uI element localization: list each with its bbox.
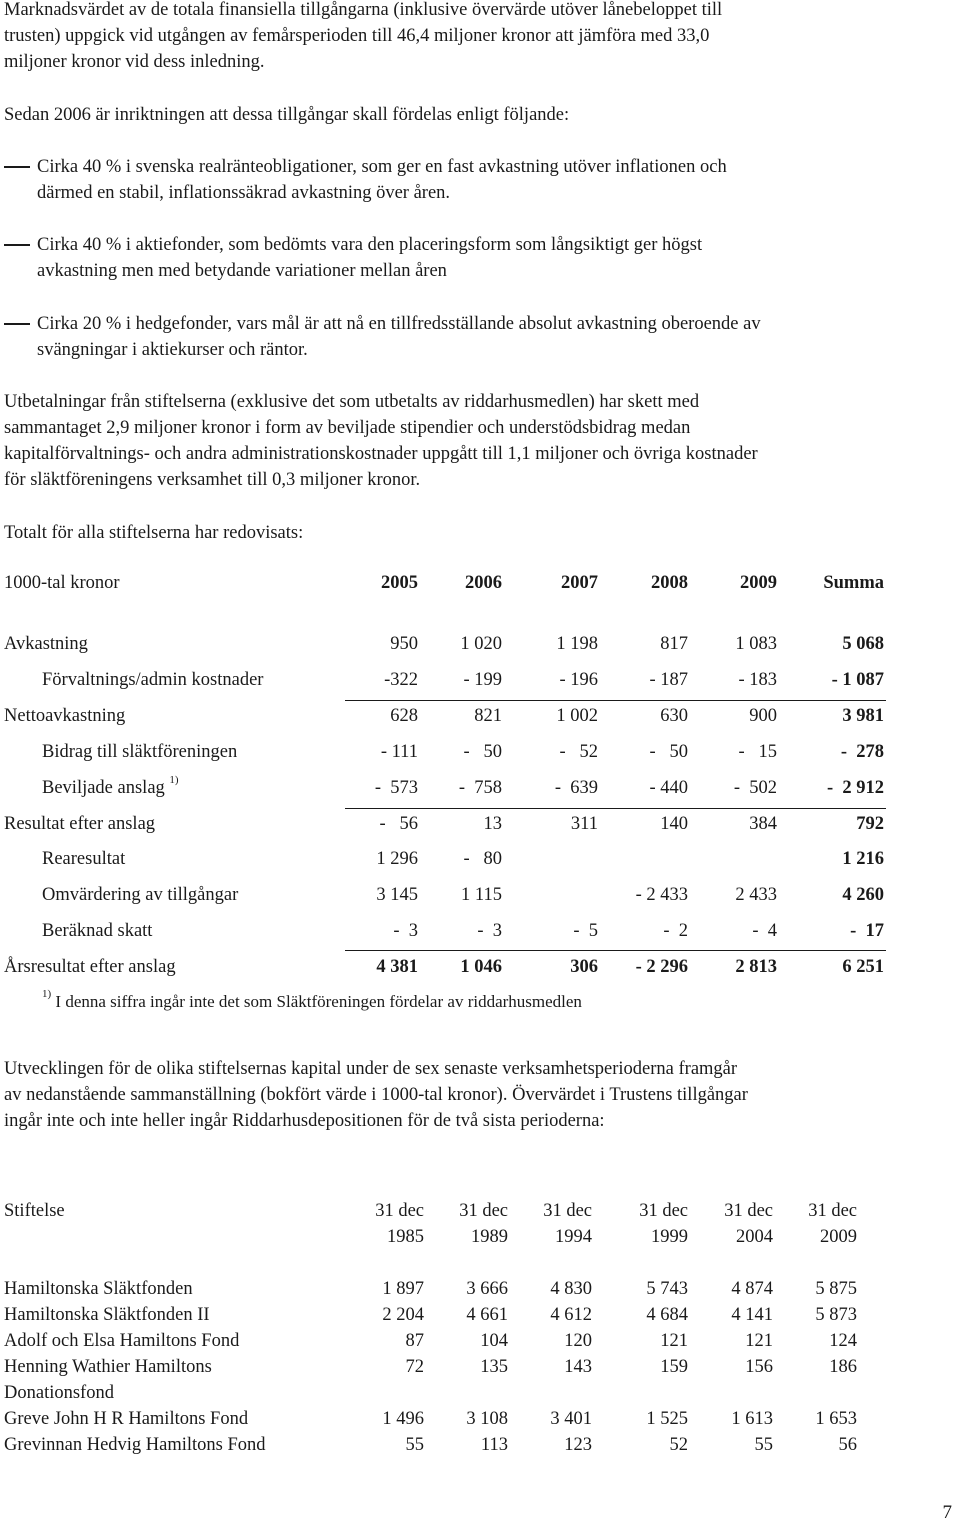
cell: 55 [754,1435,773,1455]
row-label: Hamiltonska Släktfonden II [4,1305,210,1325]
bullet-line: avkastning men med betydande variationer mellan åren [37,261,447,281]
cell: 13 [483,814,502,834]
cell: 121 [660,1331,688,1351]
cell: 120 [564,1331,592,1351]
table-row [0,1354,960,1380]
cell: - 2 433 [635,885,688,905]
cell: - 50 [463,742,502,762]
cell: - 3 [393,921,418,941]
cell: -322 [384,670,418,690]
col-header: 1985 [387,1227,424,1247]
cell: 950 [390,634,418,654]
col-header: 2009 [820,1227,857,1247]
row-label: Bidrag till släktföreningen [42,742,238,762]
table-row [0,1328,960,1354]
sum-rule [345,950,886,951]
col-header: 2005 [381,573,418,593]
bullet-line: därmed en stabil, inflationssäkrad avkastning över åren. [37,183,451,203]
cell: 2 433 [735,885,777,905]
cell: 630 [660,706,688,726]
col-header: 2007 [561,573,598,593]
cell: - 639 [554,778,598,798]
payouts-paragraph [4,389,758,493]
cell: 156 [745,1357,773,1377]
cell: 56 [838,1435,857,1455]
cell: 817 [660,634,688,654]
cell: 1 020 [460,634,502,654]
cell: 4 684 [646,1305,688,1325]
cell: 52 [669,1435,688,1455]
dash-icon [4,244,30,246]
cell: - 2 912 [826,778,884,798]
bullet-text [37,154,727,206]
total-intro: Totalt för alla stiftelserna har redovisats: [4,523,304,543]
col-header: 1994 [555,1227,592,1247]
unit-label: 1000-tal kronor [4,573,120,593]
cell: 384 [749,814,777,834]
table-row [0,1302,960,1328]
cell: - 1 087 [831,670,884,690]
cell: - 56 [379,814,418,834]
cell: - 573 [374,778,418,798]
cell: 1 046 [460,957,502,977]
cell: 159 [660,1357,688,1377]
development-line: av nedanstående sammanställning (bokfört värde i 1000-tal kronor). Övervärdet i Trustens tillgångar [4,1085,748,1105]
table-header-row [0,1224,960,1250]
cell: 5 873 [815,1305,857,1325]
cell: 5 875 [815,1279,857,1299]
cell: 1 296 [376,849,418,869]
cell: 124 [829,1331,857,1351]
cell: 1 897 [382,1279,424,1299]
cell: 1 216 [842,849,884,869]
row-label: Årsresultat efter anslag [4,957,176,977]
bullet-line: Cirka 40 % i svenska realränteobligationer, som ger en fast avkastning utöver inflationen och [37,157,727,177]
development-line: Utvecklingen för de olika stiftelsernas kapital under de sex senaste verksamhetsperioderna framgår [4,1059,738,1079]
cell: 4 381 [376,957,418,977]
row-label: Greve John H R Hamiltons Fond [4,1409,249,1429]
cell: 140 [660,814,688,834]
payouts-line: kapitalförvaltnings- och andra administrationskostnader uppgått till 1,1 miljoner och övriga kostnader [4,444,758,464]
cell: 4 260 [842,885,884,905]
cell: 3 401 [550,1409,592,1429]
row-label: Grevinnan Hedvig Hamiltons Fond [4,1435,266,1455]
table-row [0,849,960,884]
cell: 121 [745,1331,773,1351]
cell: 6 251 [842,957,884,977]
sum-rule [345,808,886,809]
cell: 628 [390,706,418,726]
cell: - 758 [458,778,502,798]
row-label: Donationsfond [4,1383,114,1403]
col-header: Stiftelse [4,1201,65,1221]
table-row [0,1276,960,1302]
row-label: Nettoavkastning [4,706,126,726]
cell: 123 [564,1435,592,1455]
cell: - 187 [649,670,688,690]
cell: 1 083 [735,634,777,654]
cell: 1 613 [731,1409,773,1429]
row-label: Henning Wathier Hamiltons [4,1357,212,1377]
cell: 1 115 [461,885,502,905]
table-row [0,957,960,992]
cell: 186 [829,1357,857,1377]
cell: - 5 [573,921,598,941]
cell: - 111 [380,742,418,762]
col-header: 31 dec [639,1201,688,1221]
cell: 4 874 [731,1279,773,1299]
cell: 4 612 [550,1305,592,1325]
cell: - 50 [649,742,688,762]
cell: 2 813 [735,957,777,977]
table-row-continuation [0,1380,960,1406]
cell: 1 525 [646,1409,688,1429]
dash-icon [4,323,30,325]
cell: 792 [856,814,884,834]
col-header: 2009 [740,573,777,593]
table-row [0,634,960,669]
footnote [42,988,582,1012]
intro-line: trusten) uppgick vid utgången av femårsperioden till 46,4 miljoner kronor att jämföra med 33,0 [4,26,710,46]
row-label: Adolf och Elsa Hamiltons Fond [4,1331,240,1351]
col-header: 31 dec [724,1201,773,1221]
cell: 306 [570,957,598,977]
intro-line: miljoner kronor vid dess inledning. [4,52,265,72]
bullet-line: Cirka 20 % i hedgefonder, vars mål är att nå en tillfredsställande absolut avkastning oberoende av [37,314,761,334]
cell: 3 108 [466,1409,508,1429]
col-header: 31 dec [375,1201,424,1221]
row-label: Hamiltonska Släktfonden [4,1279,193,1299]
cell: 87 [405,1331,424,1351]
col-header: 2006 [465,573,502,593]
table-header-row [0,1198,960,1224]
col-header: 31 dec [543,1201,592,1221]
cell: - 52 [559,742,598,762]
cell: 1 653 [815,1409,857,1429]
row-label: Avkastning [4,634,88,654]
footnote-ref: 1) [169,774,179,786]
cell: 5 068 [842,634,884,654]
row-label: Resultat efter anslag [4,814,156,834]
cell: 143 [564,1357,592,1377]
cell: 72 [405,1357,424,1377]
cell: - 183 [738,670,777,690]
footnote-mark: 1) [42,988,52,1000]
cell: - 17 [850,921,884,941]
bullet-text [37,311,761,363]
cell: 821 [474,706,502,726]
payouts-line: för släktföreningens verksamhet till 0,3 miljoner kronor. [4,470,421,490]
col-header: 1999 [651,1227,688,1247]
cell: 3 981 [842,706,884,726]
development-paragraph [4,1056,748,1134]
intro-line: Marknadsvärdet av de totala finansiella tillgångarna (inklusive övervärde utöver lånebeloppet till [4,0,723,20]
row-label: Förvaltnings/admin kostnader [42,670,264,690]
cell: 4 830 [550,1279,592,1299]
cell: 135 [480,1357,508,1377]
row-label: Beräknad skatt [42,921,153,941]
cell: 113 [480,1435,508,1455]
cell: 1 198 [556,634,598,654]
cell: 1 496 [382,1409,424,1429]
payouts-line: Utbetalningar från stiftelserna (exklusive det som utbetalts av riddarhusmedlen) har skett med [4,392,700,412]
bullet-line: Cirka 40 % i aktiefonder, som bedömts vara den placeringsform som långsiktigt ger högst [37,235,703,255]
cell: - 278 [840,742,884,762]
cell: 4 141 [731,1305,773,1325]
cell: - 196 [559,670,598,690]
col-header: 31 dec [808,1201,857,1221]
col-header: Summa [823,573,884,593]
allocation-intro: Sedan 2006 är inriktningen att dessa tillgångar skall fördelas enligt följande: [4,105,570,125]
bullet-text [37,232,702,284]
cell: 311 [570,814,598,834]
cell: 1 002 [556,706,598,726]
table-row [0,1406,960,1432]
row-label [42,774,179,799]
payouts-line: sammantaget 2,9 miljoner kronor i form av beviljade stipendier och understödsbidrag medan [4,418,691,438]
cell: 2 204 [382,1305,424,1325]
cell: - 2 296 [635,957,688,977]
cell: 3 666 [466,1279,508,1299]
footnote-text: I denna siffra ingår inte det som Släktföreningen fördelar av riddarhusmedlen [55,992,582,1011]
col-header: 31 dec [459,1201,508,1221]
cell: - 15 [738,742,777,762]
sum-rule [345,700,886,701]
cell: - 80 [463,849,502,869]
cell: 4 661 [466,1305,508,1325]
row-label: Omvärdering av tillgångar [42,885,239,905]
table-row [0,885,960,920]
cell: 3 145 [376,885,418,905]
table-row [0,742,960,777]
development-line: ingår inte och inte heller ingår Riddarhusdepositionen för de två sista perioderna: [4,1111,605,1131]
table-row [0,1432,960,1458]
table-row [0,706,960,741]
dash-icon [4,166,30,168]
cell: 55 [405,1435,424,1455]
cell: - 199 [463,670,502,690]
col-header: 2008 [651,573,688,593]
table-row [0,814,960,849]
row-label-text: Beviljade anslag [42,778,165,798]
col-header: 1989 [471,1227,508,1247]
cell: 104 [480,1331,508,1351]
table-header-row [0,573,960,608]
bullet-line: svängningar i aktiekurser och räntor. [37,340,308,360]
page-number: 7 [942,1502,952,1523]
cell: 900 [749,706,777,726]
col-header: 2004 [736,1227,773,1247]
cell: - 502 [733,778,777,798]
cell: - 3 [477,921,502,941]
cell: - 2 [663,921,688,941]
cell: 5 743 [646,1279,688,1299]
cell: - 440 [649,778,688,798]
row-label: Rearesultat [42,849,126,869]
intro-paragraph [4,0,722,75]
cell: - 4 [752,921,777,941]
